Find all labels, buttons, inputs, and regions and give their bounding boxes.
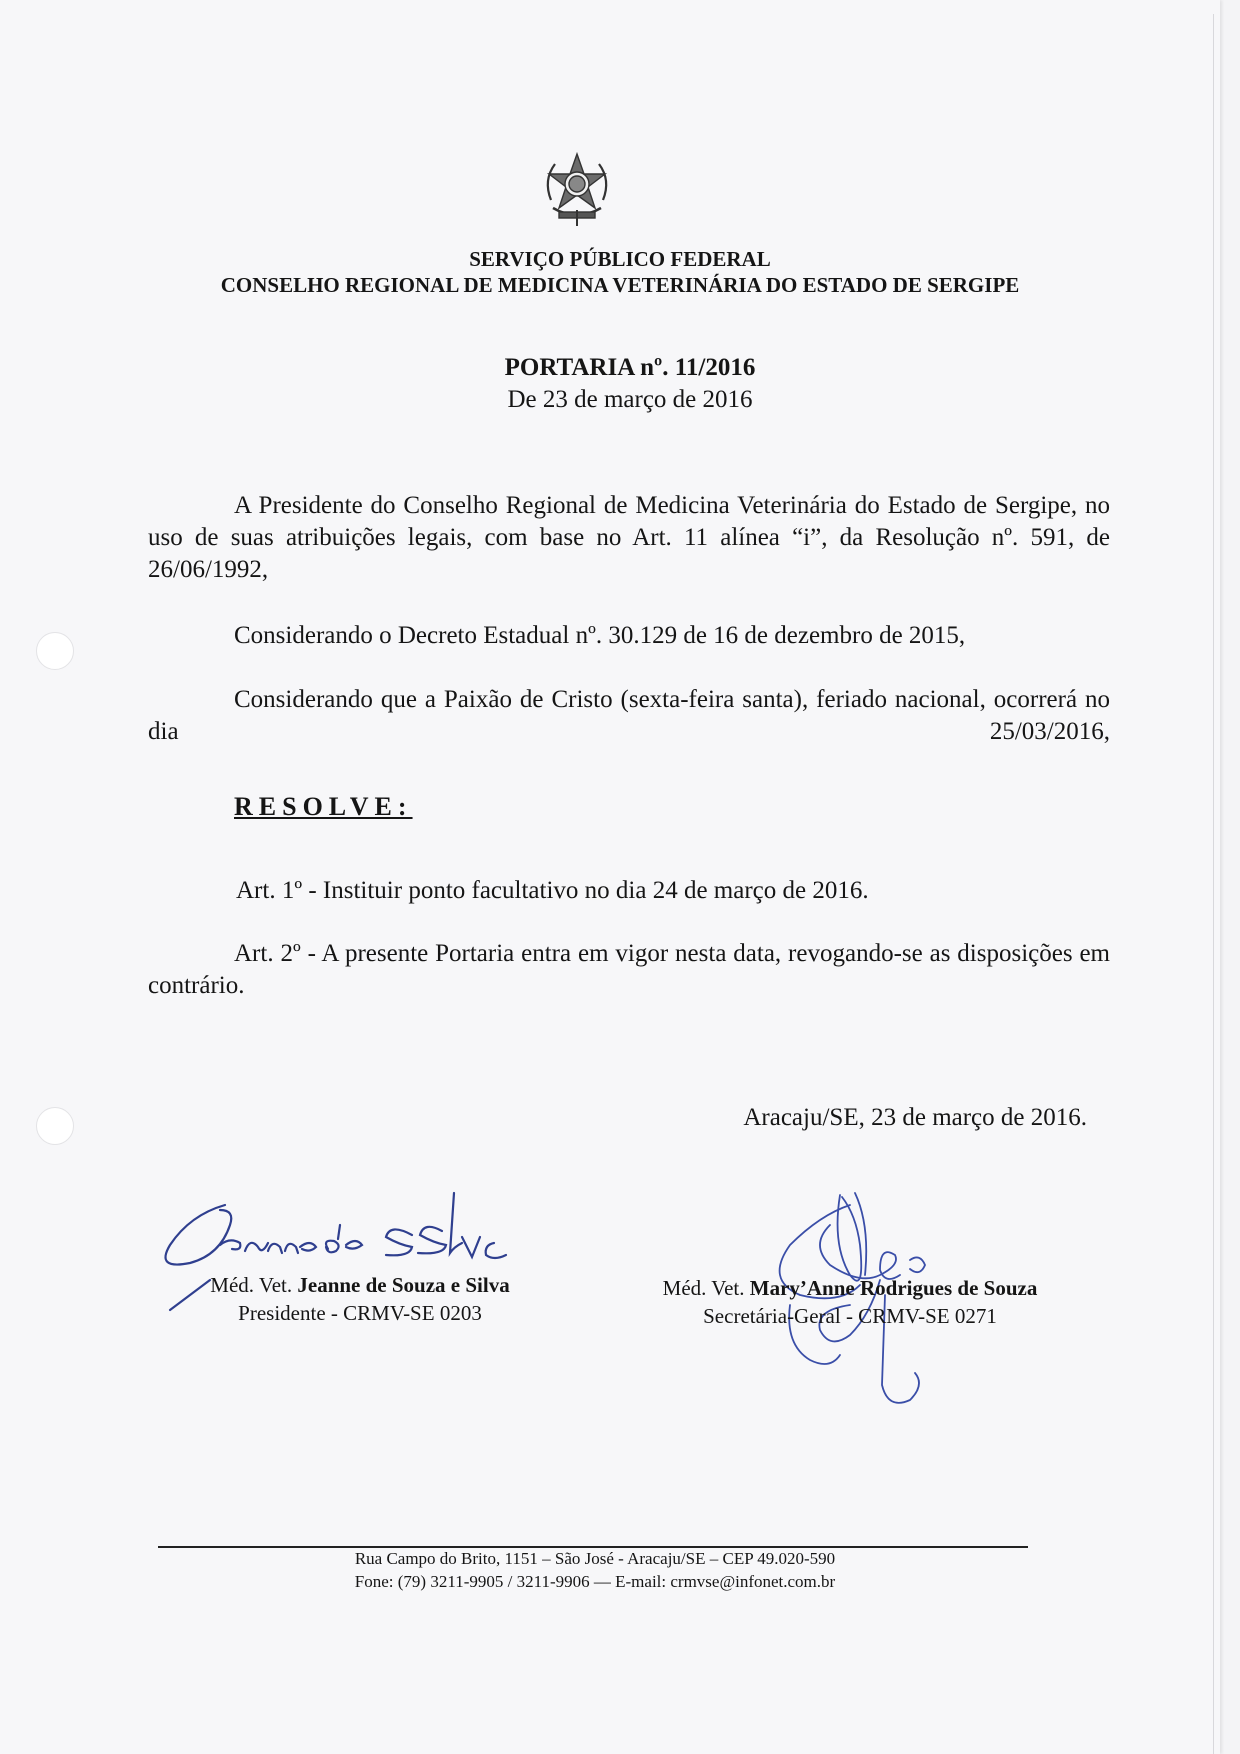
signature-role: Presidente - CRMV-SE 0203 [238,1301,482,1325]
signature-block-secretary [620,1274,1080,1330]
preamble-paragraph: A Presidente do Conselho Regional de Medicina Veterinária do Estado de Sergipe, no uso de suas atribuições legais, com base no Art. 11 alínea “i”, da Resolução nº. 591, de 26/06/1992, [148,492,1110,583]
signature-name: Jeanne de Souza e Silva [297,1273,510,1297]
signature-name: Mary’Anne Rodrigues de Souza [749,1276,1038,1300]
footer-address: Rua Campo do Brito, 1151 – São José - Aracaju/SE – CEP 49.020-590 [354,1549,836,1568]
article-2: Art. 2º - A presente Portaria entra em vigor nesta data, revogando-se as disposições em contrário. [148,940,1110,999]
signature-role: Secretária-Geral - CRMV-SE 0271 [703,1304,997,1328]
resolve-heading: RESOLVE: [234,792,413,821]
portaria-date: De 23 de março de 2016 [507,386,753,413]
punch-hole [36,1107,74,1145]
considerando-holiday: Considerando que a Paixão de Cristo (sexta-feira santa), feriado nacional, ocorrerá no dia 25/03/2016, [148,686,1110,745]
signature-prefix: Méd. Vet. [210,1273,298,1297]
punch-hole [36,632,74,670]
header-line-2: CONSELHO REGIONAL DE MEDICINA VETERINÁRIA DO ESTADO DE SERGIPE [220,273,1020,297]
signature-block-president [170,1271,550,1327]
coat-of-arms-icon [537,150,617,230]
signature-prefix: Méd. Vet. [662,1276,750,1300]
portaria-title: PORTARIA nº. 11/2016 [504,354,756,381]
considerando-decree: Considerando o Decreto Estadual nº. 30.129 de 16 de dezembro de 2015, [234,622,966,649]
footer-contact: Fone: (79) 3211-9905 / 3211-9906 — E-mail: crmvse@infonet.com.br [354,1572,836,1591]
place-and-date: Aracaju/SE, 23 de março de 2016. [743,1104,1087,1131]
header-line-1: SERVIÇO PÚBLICO FEDERAL [469,247,771,271]
article-1: Art. 1º - Instituir ponto facultativo no dia 24 de março de 2016. [236,877,869,904]
